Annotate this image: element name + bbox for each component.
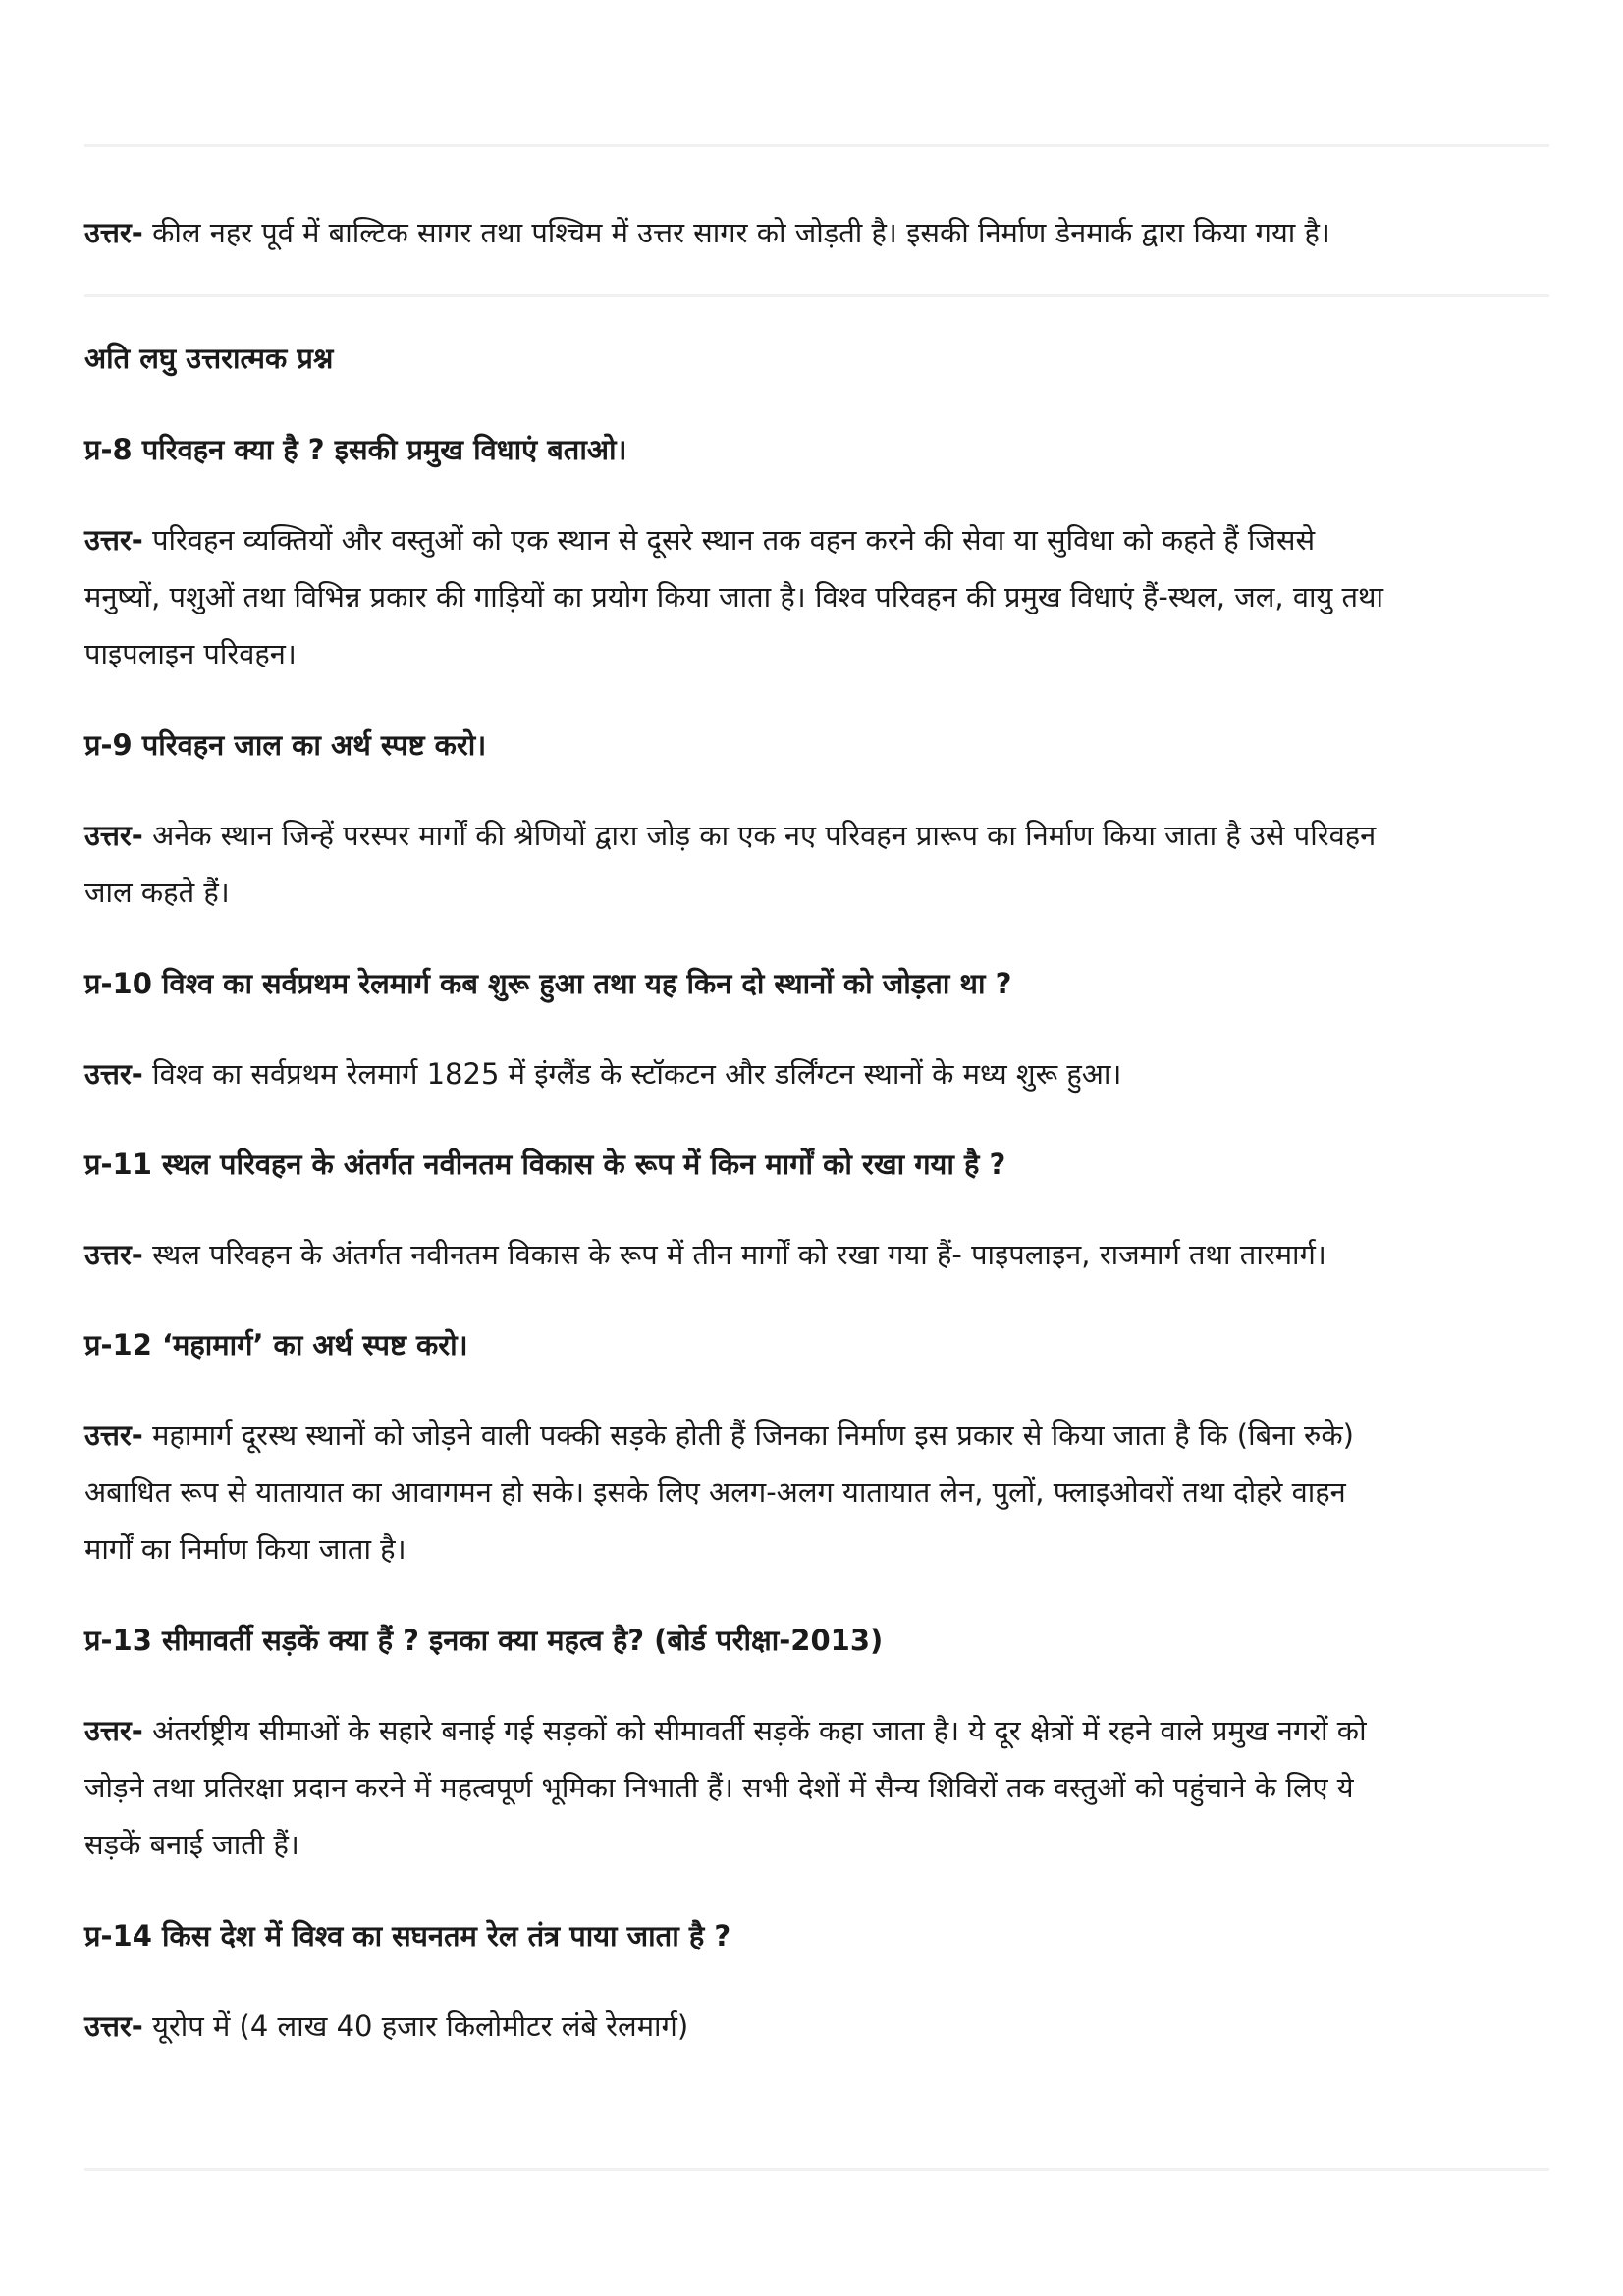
answer-line: सड़कें बनाई जाती हैं। xyxy=(84,1828,299,1861)
top-answer xyxy=(84,204,1549,261)
answer-line: यूरोप में (4 लाख 40 हजार किलोमीटर लंबे रेलमार्ग) xyxy=(152,2009,689,2043)
section-divider xyxy=(84,294,1549,297)
answer-label: उत्तर- xyxy=(84,819,143,852)
answer-label: उत्तर- xyxy=(84,216,143,249)
answer-label: उत्तर- xyxy=(84,523,143,557)
answer-line: जाल कहते हैं। xyxy=(84,876,230,909)
answer-label: उत्तर- xyxy=(84,2009,143,2043)
answer-line: अबाधित रूप से यातायात का आवागमन हो सके। इसके लिए अलग-अलग यातायात लेन, पुलों, फ्लाइओवरों तथा दोहरे वाहन xyxy=(84,1475,1346,1509)
answer-11 xyxy=(84,1226,1549,1283)
question-9: प्र-9 परिवहन जाल का अर्थ स्पष्ट करो। xyxy=(84,728,487,762)
question-14: प्र-14 किस देश में विश्व का सघनतम रेल तंत्र पाया जाता है ? xyxy=(84,1919,731,1952)
top-divider xyxy=(84,144,1549,147)
answer-line: मार्गों का निर्माण किया जाता है। xyxy=(84,1532,406,1566)
question-10: प्र-10 विश्व का सर्वप्रथम रेलमार्ग कब शुरू हुआ तथा यह किन दो स्थानों को जोड़ता था ? xyxy=(84,967,1012,1000)
answer-text: कील नहर पूर्व में बाल्टिक सागर तथा पश्चिम में उत्तर सागर को जोड़ती है। इसकी निर्माण डेनमार्क द्वारा किया गया है। xyxy=(152,216,1330,249)
question-12: प्र-12 ‘महामार्ग’ का अर्थ स्पष्ट करो। xyxy=(84,1328,468,1362)
answer-label: उत्तर- xyxy=(84,1057,143,1091)
answer-14 xyxy=(84,1998,1549,2055)
answer-line: अनेक स्थान जिन्हें परस्पर मार्गों की श्रेणियों द्वारा जोड़ का एक नए परिवहन प्रारूप का निर्माण किया जाता है उसे परिवहन xyxy=(152,819,1377,852)
answer-line: महामार्ग दूरस्थ स्थानों को जोड़ने वाली पक्की सड़के होती हैं जिनका निर्माण इस प्रकार से किया जाता है कि (बिना रुके) xyxy=(152,1418,1354,1452)
answer-label: उत्तर- xyxy=(84,1714,143,1747)
answer-line: स्थल परिवहन के अंतर्गत नवीनतम विकास के रूप में तीन मार्गों को रखा गया हैं- पाइपलाइन, राजमार्ग तथा तारमार्ग। xyxy=(152,1238,1326,1271)
answer-line: जोड़ने तथा प्रतिरक्षा प्रदान करने में महत्वपूर्ण भूमिका निभाती हैं। सभी देशों में सैन्य शिविरों तक वस्तुओं को पहुंचाने के लिए ये xyxy=(84,1771,1354,1804)
bottom-divider xyxy=(84,2168,1549,2171)
answer-line: मनुष्यों, पशुओं तथा विभिन्न प्रकार की गाड़ियों का प्रयोग किया जाता है। विश्व परिवहन की प्रमुख विधाएं हैं-स्थल, जल, वायु तथा xyxy=(84,580,1384,614)
question-13: प्र-13 सीमावर्ती सड़कें क्या हैं ? इनका क्या महत्व है? (बोर्ड परीक्षा-2013) xyxy=(84,1624,884,1657)
answer-12 xyxy=(84,1407,1549,1577)
answer-13 xyxy=(84,1702,1549,1873)
answer-line: विश्व का सर्वप्रथम रेलमार्ग 1825 में इंग्लैंड के स्टॉकटन और डर्लिंग्टन स्थानों के मध्य शुरू हुआ। xyxy=(152,1057,1122,1091)
answer-line: पाइपलाइन परिवहन। xyxy=(84,637,297,670)
answer-line: परिवहन व्यक्तियों और वस्तुओं को एक स्थान से दूसरे स्थान तक वहन करने की सेवा या सुविधा को कहते हैं जिससे xyxy=(152,523,1316,557)
answer-line: अंतर्राष्ट्रीय सीमाओं के सहारे बनाई गई सड़कों को सीमावर्ती सड़कें कहा जाता है। ये दूर क्षेत्रों में रहने वाले प्रमुख नगरों को xyxy=(152,1714,1367,1747)
answer-label: उत्तर- xyxy=(84,1418,143,1452)
answer-label: उत्तर- xyxy=(84,1238,143,1271)
question-11: प्र-11 स्थल परिवहन के अंतर्गत नवीनतम विकास के रूप में किन मार्गों को रखा गया है ? xyxy=(84,1148,1006,1181)
answer-10 xyxy=(84,1045,1549,1102)
answer-9 xyxy=(84,807,1549,921)
question-8: प्र-8 परिवहन क्या है ? इसकी प्रमुख विधाएं बताओ। xyxy=(84,433,627,466)
section-heading: अति लघु उत्तरात्मक प्रश्न xyxy=(84,342,334,375)
answer-8 xyxy=(84,511,1549,682)
